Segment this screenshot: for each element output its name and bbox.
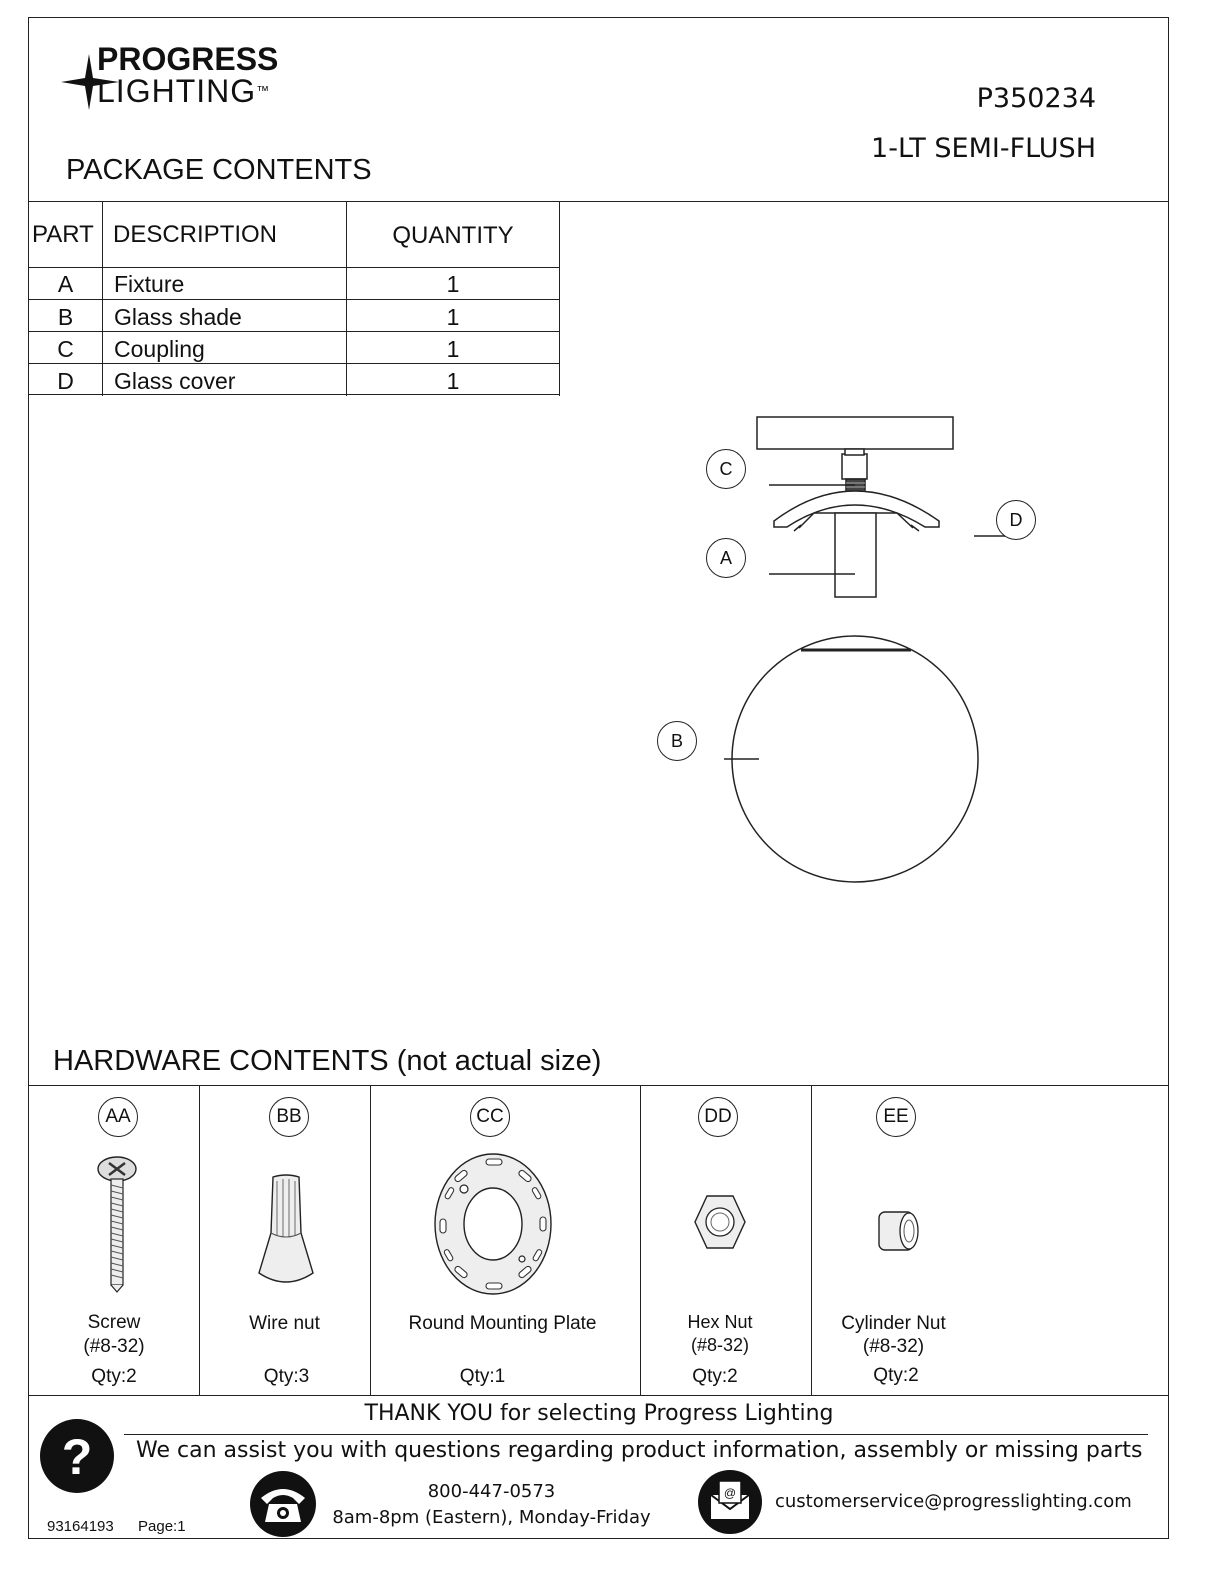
brand-name-line2: [97, 73, 271, 109]
hardware-code-badge: AA: [98, 1097, 138, 1137]
hardware-name: Wire nut: [249, 1313, 320, 1334]
hardware-item-cylinder-nut: [811, 1085, 1170, 1395]
footer-divider: [124, 1434, 1148, 1435]
package-contents-title: PACKAGE CONTENTS: [66, 154, 372, 186]
support-email[interactable]: customerservice@progresslighting.com: [775, 1491, 1132, 1512]
callout-b: B: [657, 721, 697, 761]
hardware-qty: Qty:2: [873, 1365, 919, 1386]
cylinder-nut-icon: [873, 1208, 923, 1254]
svg-text:@: @: [723, 1486, 737, 1500]
header-description: DESCRIPTION: [113, 221, 278, 248]
hardware-qty: Qty:1: [459, 1366, 506, 1387]
ceiling-canopy: [757, 417, 953, 449]
part-quantity: 1: [446, 336, 460, 362]
hex-nut-icon: [693, 1193, 747, 1251]
email-icon: [697, 1469, 763, 1535]
header-quantity: QUANTITY: [392, 222, 514, 249]
part-description: Coupling: [114, 336, 205, 362]
hardware-item-mounting-plate: [370, 1085, 640, 1395]
fixture-body-part: [835, 513, 876, 597]
hardware-item-wire-nut: [199, 1085, 370, 1395]
part-letter: B: [57, 304, 74, 330]
assist-message: We can assist you with questions regarding product information, assembly or missing parts: [136, 1438, 1143, 1463]
callout-c: C: [706, 449, 746, 489]
help-question-icon: [39, 1418, 115, 1494]
part-quantity: 1: [446, 368, 460, 394]
parts-table: [29, 201, 560, 396]
screw-icon: [94, 1155, 140, 1295]
hardware-name: Round Mounting Plate: [408, 1313, 597, 1334]
hardware-name: Screw: [87, 1312, 141, 1333]
fixture-diagram: [629, 403, 1069, 883]
glass-shade-part: [732, 636, 978, 882]
hardware-item-screw: [29, 1085, 199, 1395]
hardware-qty: Qty:2: [692, 1366, 738, 1387]
callout-d: D: [996, 500, 1036, 540]
hardware-spec: (#8-32): [862, 1336, 925, 1357]
part-letter: D: [57, 368, 74, 394]
thank-you-message: THANK YOU for selecting Progress Lighting: [364, 1401, 834, 1426]
page-number: Page:1: [138, 1518, 186, 1535]
brand-name-line1: PROGRESS: [97, 41, 279, 77]
part-description: Glass cover: [114, 368, 236, 394]
product-description: 1-LT SEMI-FLUSH: [871, 133, 1096, 164]
part-letter: C: [57, 336, 74, 362]
svg-text:?: ?: [61, 1429, 93, 1485]
hardware-spec: (#8-32): [690, 1335, 750, 1355]
brand-logo: [59, 41, 319, 114]
part-quantity: 1: [446, 304, 460, 330]
part-letter: A: [57, 271, 74, 297]
hardware-qty: Qty:2: [91, 1366, 137, 1387]
model-number: P350234: [976, 83, 1096, 114]
document-number: 93164193: [47, 1518, 114, 1535]
table-row: [29, 267, 560, 299]
hardware-code-badge: DD: [698, 1097, 738, 1137]
wire-nut-icon: [253, 1173, 319, 1293]
hardware-item-hex-nut: [640, 1085, 811, 1395]
hardware-qty: Qty:3: [263, 1366, 310, 1387]
hardware-code-badge: CC: [470, 1097, 510, 1137]
brand-name-line2-text: LIGHTING: [97, 73, 257, 109]
table-row: [29, 299, 560, 331]
part-description: Fixture: [114, 271, 185, 297]
table-row: [29, 331, 560, 363]
part-quantity: 1: [446, 271, 460, 297]
header-part: PART: [32, 221, 94, 248]
trademark-symbol: ™: [256, 83, 271, 98]
hardware-code-badge: EE: [876, 1097, 916, 1137]
hardware-contents-title: HARDWARE CONTENTS (not actual size): [53, 1045, 602, 1077]
hardware-spec: (#8-32): [83, 1336, 145, 1357]
instruction-sheet: [28, 17, 1169, 1539]
hardware-name: Cylinder Nut: [841, 1313, 946, 1334]
mounting-plate-icon: [428, 1151, 558, 1297]
part-description: Glass shade: [114, 304, 242, 330]
table-row: [29, 363, 560, 395]
callout-a: A: [706, 538, 746, 578]
phone-icon: [249, 1470, 317, 1538]
phone-number: 800-447-0573: [427, 1481, 556, 1502]
support-hours: 8am-8pm (Eastern), Monday-Friday: [332, 1507, 651, 1528]
hardware-code-badge: BB: [269, 1097, 309, 1137]
hardware-name: Hex Nut: [687, 1312, 753, 1332]
hardware-bottom-divider: [29, 1395, 1168, 1396]
